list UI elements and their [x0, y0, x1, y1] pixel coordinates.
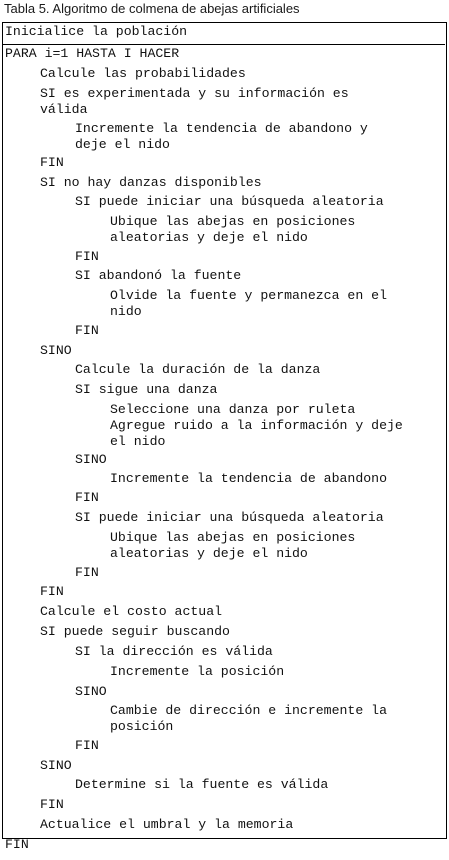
code-line: PARA i=1 HASTA I HACER [5, 46, 180, 61]
code-line: FIN [75, 249, 99, 264]
code-line: Incremente la tendencia de abandono y [75, 121, 368, 136]
code-line: SI sigue una danza [75, 382, 218, 397]
code-line: deje el nido [75, 137, 170, 152]
table-caption: Tabla 5. Algoritmo de colmena de abejas artificiales [4, 1, 300, 16]
code-line: Inicialice la población [5, 24, 188, 39]
code-line: Calcule la duración de la danza [75, 362, 321, 377]
code-line: FIN [40, 797, 64, 812]
code-line: aleatorias y deje el nido [110, 230, 308, 245]
code-line: Incremente la posición [110, 664, 285, 679]
code-line: Calcule el costo actual [40, 604, 223, 619]
code-line: Agregue ruido a la información y deje [110, 418, 403, 433]
code-line: FIN [75, 490, 99, 505]
code-line: FIN [40, 155, 64, 170]
code-line: FIN [75, 323, 99, 338]
code-line: válida [40, 102, 88, 117]
code-line: SI puede seguir buscando [40, 624, 230, 639]
code-line: SI puede iniciar una búsqueda aleatoria [75, 194, 384, 209]
code-line: Determine si la fuente es válida [75, 777, 329, 792]
code-line: SI puede iniciar una búsqueda aleatoria [75, 510, 384, 525]
code-line: Calcule las probabilidades [40, 66, 246, 81]
code-line: SINO [75, 684, 107, 699]
code-line: SINO [40, 758, 72, 773]
code-line: Cambie de dirección e incremente la [110, 703, 387, 718]
code-line: nido [110, 304, 142, 319]
code-line: Incremente la tendencia de abandono [110, 471, 387, 486]
code-line: Ubique las abejas en posiciones [110, 214, 356, 229]
code-line: SINO [40, 343, 72, 358]
code-line: FIN [75, 565, 99, 580]
code-line: FIN [5, 837, 29, 852]
code-line: posición [110, 719, 174, 734]
code-line: FIN [40, 584, 64, 599]
code-line: SI no hay danzas disponibles [40, 175, 262, 190]
code-line: el nido [110, 434, 166, 449]
code-line: Ubique las abejas en posiciones [110, 530, 356, 545]
code-line: FIN [75, 738, 99, 753]
code-line: SI la dirección es válida [75, 644, 273, 659]
code-line: SI abandonó la fuente [75, 268, 242, 283]
code-line: Actualice el umbral y la memoria [40, 817, 294, 832]
code-line: SINO [75, 452, 107, 467]
code-line: aleatorias y deje el nido [110, 546, 308, 561]
code-line: Seleccione una danza por ruleta [110, 402, 356, 417]
code-line: SI es experimentada y su información es [40, 86, 349, 101]
code-line: Olvide la fuente y permanezca en el [110, 288, 387, 303]
